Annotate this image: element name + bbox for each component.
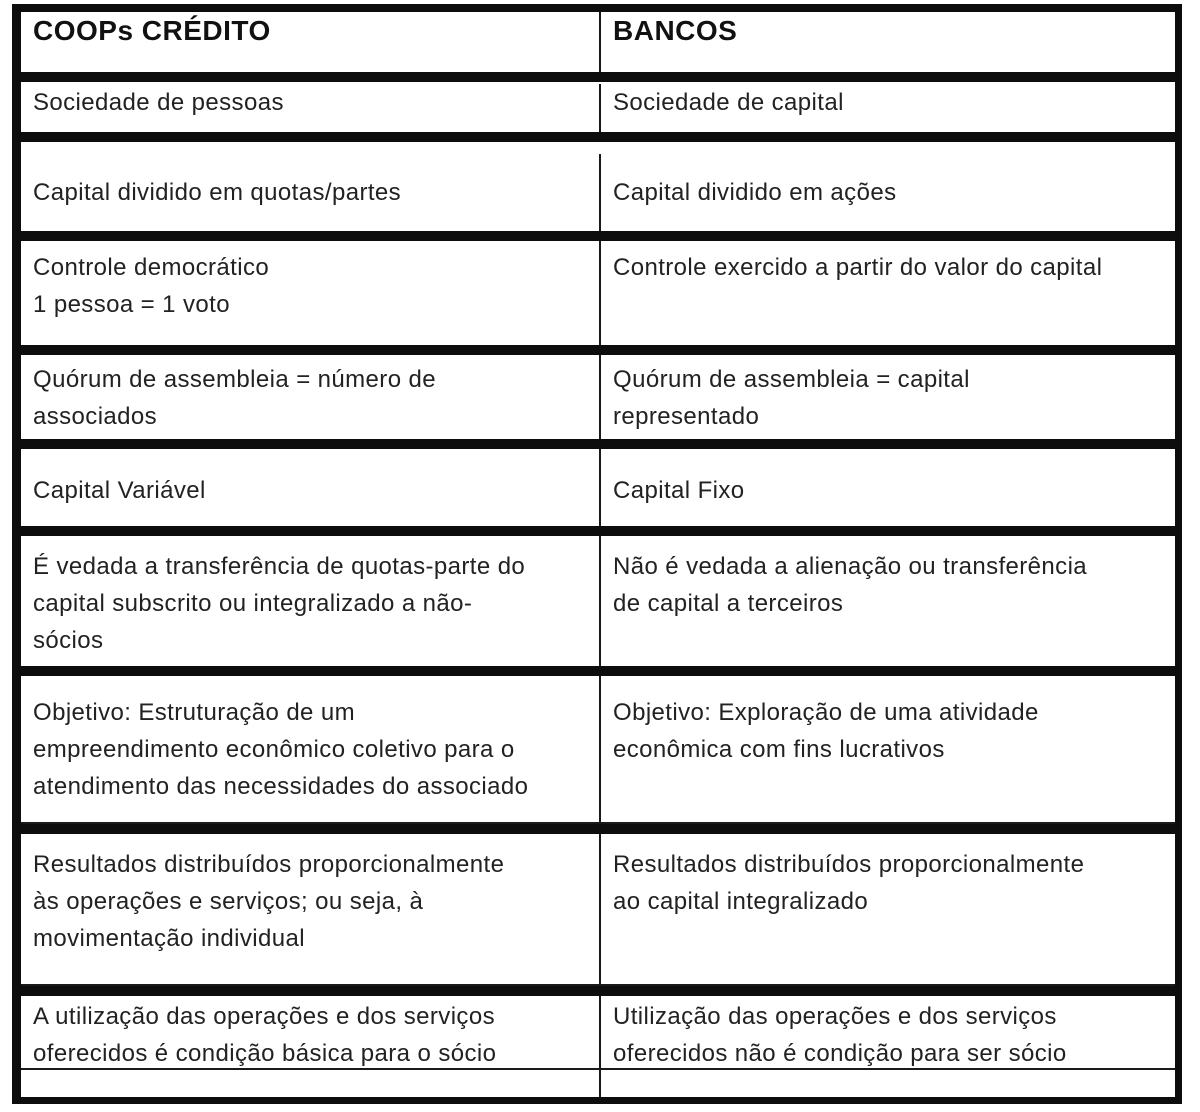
table-row [21,536,1175,676]
coops-cell: Quórum de assembleia = número de associados [21,355,601,439]
row-divider [21,824,1175,834]
table-row [21,676,1175,824]
coops-cell-empty [21,1070,601,1097]
coops-cell: Capital dividido em quotas/partes [21,154,601,231]
bancos-cell: Sociedade de capital [613,89,844,116]
bancos-cell: Objetivo: Exploração de uma atividade econômica com fins lucrativos [613,699,1039,763]
coops-cell: Objetivo: Estruturação de um empreendimento econômico coletivo para o atendimento das necessidades do associado [21,676,601,822]
comparison-table [12,4,1182,1104]
header-bancos: BANCOS [613,15,738,46]
table-row [21,996,1175,1070]
coops-cell: Capital Variável [21,449,601,526]
table-row [21,241,1175,355]
coops-cell: Resultados distribuídos proporcionalmente às operações e serviços; ou seja, à movimentação individual [21,834,601,984]
row-divider [21,986,1175,996]
table-row [21,154,1175,241]
table-row [21,834,1175,986]
header-coops-credito: COOPs CRÉDITO [21,12,601,72]
table-row-empty [21,1070,1175,1097]
bancos-cell: Controle exercido a partir do valor do capital [613,254,1103,281]
bancos-cell: Não é vedada a alienação ou transferência de capital a terceiros [613,553,1088,617]
coops-cell: A utilização das operações e dos serviços oferecidos é condição básica para o sócio [21,996,601,1068]
bancos-cell: Capital Fixo [613,477,745,504]
bancos-cell: Quórum de assembleia = capital representado [613,366,970,430]
bancos-cell: Utilização das operações e dos serviços oferecidos não é condição para ser sócio [613,1003,1067,1067]
table-row [21,449,1175,536]
bancos-cell: Capital dividido em ações [613,179,897,206]
coops-cell: É vedada a transferência de quotas-parte do capital subscrito ou integralizado a não- sócios [21,536,601,666]
table-row [21,355,1175,449]
bancos-cell: Resultados distribuídos proporcionalmente ao capital integralizado [613,851,1085,915]
bancos-cell-empty [601,1070,1175,1097]
coops-cell: Controle democrático 1 pessoa = 1 voto [21,241,601,345]
table-header-row [21,12,1175,82]
table-row [21,84,1175,142]
coops-cell: Sociedade de pessoas [21,84,601,132]
